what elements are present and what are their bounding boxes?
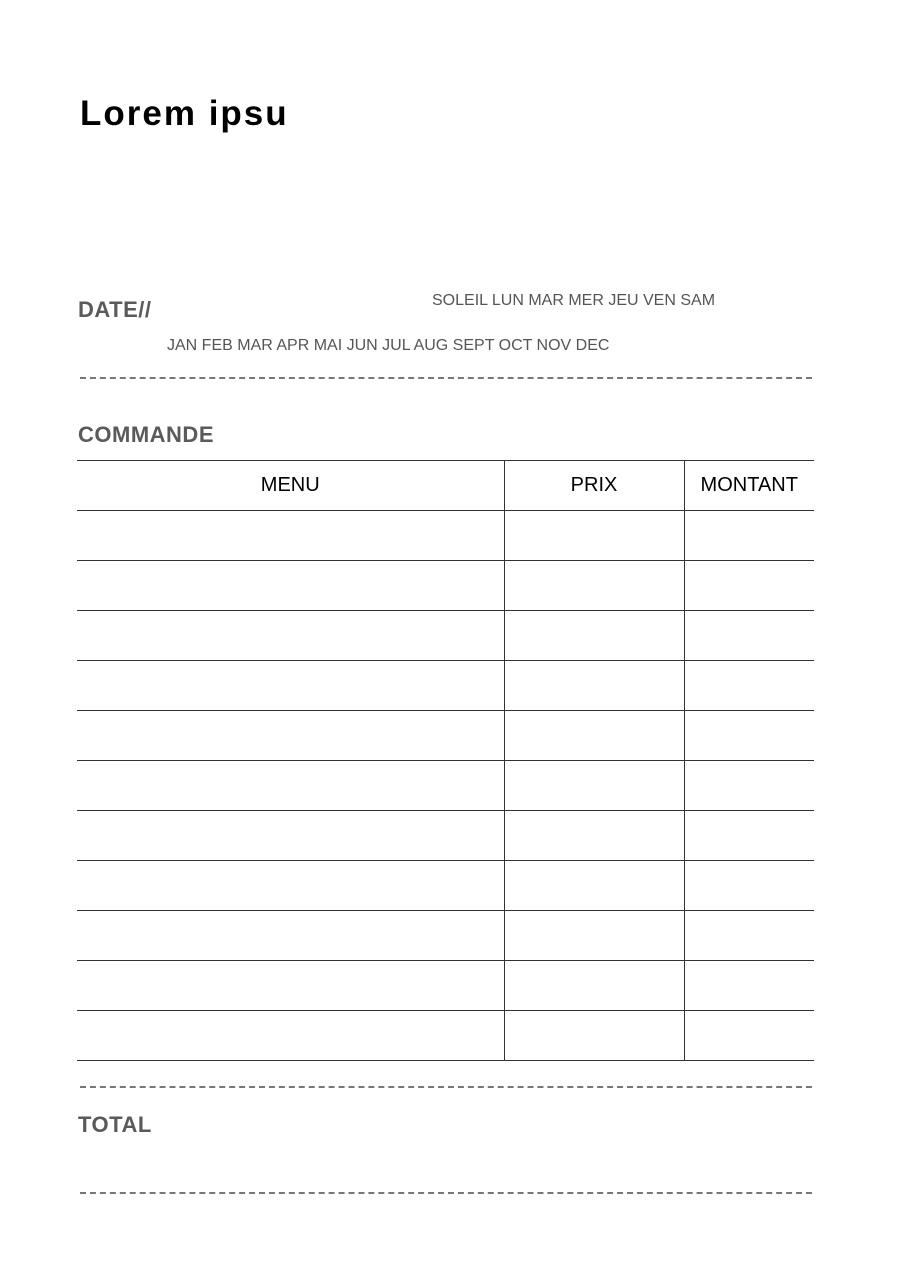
cell-menu[interactable] [77,961,504,1011]
column-header-menu: MENU [77,461,504,511]
cell-montant[interactable] [684,811,814,861]
table-row [77,661,814,711]
table-row [77,711,814,761]
weekday-options: SOLEIL LUN MAR MER JEU VEN SAM [432,292,716,309]
cell-menu[interactable] [77,811,504,861]
cell-prix[interactable] [504,511,684,561]
cell-menu[interactable] [77,611,504,661]
cell-menu[interactable] [77,511,504,561]
column-header-montant: MONTANT [684,461,814,511]
cell-montant[interactable] [684,661,814,711]
column-header-prix: PRIX [504,461,684,511]
cell-prix[interactable] [504,661,684,711]
table-row [77,961,814,1011]
cell-prix[interactable] [504,861,684,911]
table-row [77,1011,814,1061]
cell-prix[interactable] [504,811,684,861]
cell-montant[interactable] [684,911,814,961]
table-header-row [77,461,814,511]
cell-montant[interactable] [684,711,814,761]
divider [80,1192,812,1194]
cell-prix[interactable] [504,611,684,661]
page-title: Lorem ipsu [80,94,289,133]
cell-prix[interactable] [504,711,684,761]
table-row [77,861,814,911]
cell-menu[interactable] [77,711,504,761]
cell-prix[interactable] [504,911,684,961]
order-label: COMMANDE [78,422,214,447]
cell-prix[interactable] [504,1011,684,1061]
cell-montant[interactable] [684,611,814,661]
month-options: JAN FEB MAR APR MAI JUN JUL AUG SEPT OCT NOV DEC [167,337,610,354]
divider [80,1086,812,1088]
date-label: DATE// [78,297,152,322]
table-row [77,761,814,811]
cell-montant[interactable] [684,511,814,561]
table-row [77,811,814,861]
cell-montant[interactable] [684,761,814,811]
table-row [77,511,814,561]
cell-prix[interactable] [504,761,684,811]
cell-montant[interactable] [684,861,814,911]
cell-menu[interactable] [77,911,504,961]
cell-montant[interactable] [684,961,814,1011]
table-row [77,911,814,961]
cell-montant[interactable] [684,561,814,611]
cell-prix[interactable] [504,961,684,1011]
table-row [77,611,814,661]
table-row [77,561,814,611]
total-label: TOTAL [78,1112,152,1137]
cell-montant[interactable] [684,1011,814,1061]
cell-menu[interactable] [77,661,504,711]
cell-menu[interactable] [77,761,504,811]
order-table [77,460,814,1061]
cell-menu[interactable] [77,1011,504,1061]
cell-menu[interactable] [77,561,504,611]
cell-menu[interactable] [77,861,504,911]
divider [80,377,812,379]
cell-prix[interactable] [504,561,684,611]
